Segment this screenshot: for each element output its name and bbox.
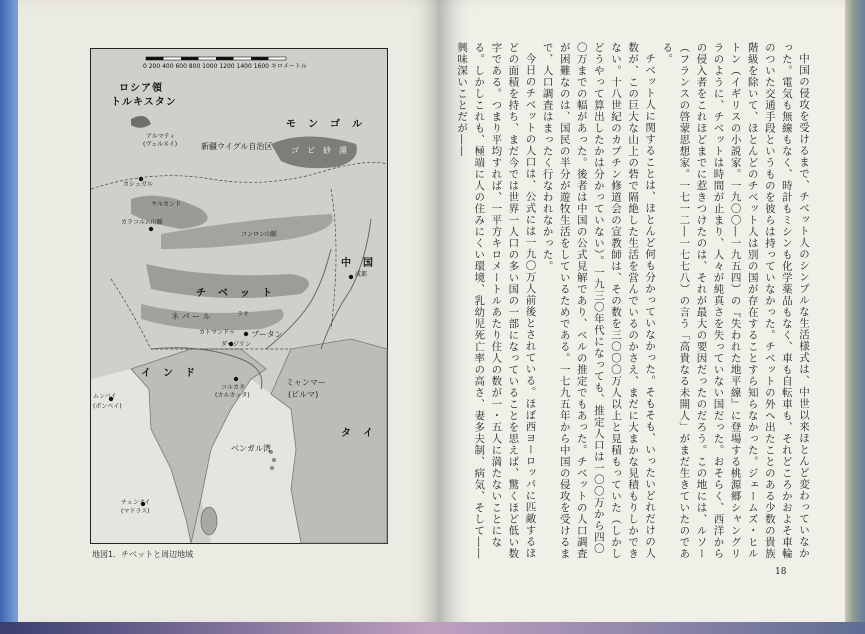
map-label-nepal: ネ パ ー ル — [171, 312, 211, 321]
map-caption: 地図1．チベットと周辺地域 — [92, 550, 194, 559]
map-label-bengal: ベンガル湾 — [231, 444, 271, 453]
book-edge-right — [845, 0, 865, 634]
map-label-chennai: チェンナイ — [121, 499, 151, 506]
map-label-thai: タ イ — [341, 428, 374, 439]
map-label-chennai-alt: (マドラス) — [121, 508, 150, 515]
map-label-darjeeling: ダージリン — [221, 341, 251, 348]
map-label-myanmar: ミャンマー — [286, 378, 326, 387]
map-label-kunlun: コンロン山脈 — [241, 231, 278, 238]
map-label-russia: ロシア領 — [119, 83, 163, 94]
map-label-china: 中 国 — [341, 258, 374, 269]
map-label-kolkata-alt: (カルカッタ) — [215, 392, 250, 399]
map-figure — [90, 48, 388, 544]
paragraph: チベット人に関することは、ほとんど何も分かっていなかった。そもそも、いったいどれだけの人数が、この巨大な山上の砦で隔絶した生活を営んでいるのかさえ、まだに大まかな見積もりしかできない。十八世紀のカプチン修道会の宣教師は、その数を三〇〇〇万人以上と見積もっていた（しかしどうやって算出したかは分かっていない）。一九三〇年代になっても、推定人口は一〇〇万から四〇〇万までの幅があった。後者は中国の公式見解であり、ベルの推定でもあった。チベットの人口調査が困難なのは、国民の半分が遊牧生活をしているためである。一七九五年から中国の侵攻を受けるまで、人口調査はまったく行なわれなかった。 — [541, 42, 657, 560]
map-label-india: イ ン ド — [141, 368, 196, 379]
map-label-kathmandu: カトマンドゥ — [199, 329, 235, 336]
map-label-almaty-alt: (ヴェルヌイ) — [143, 141, 178, 148]
bottom-edge — [0, 622, 865, 634]
page-number: 18 — [775, 567, 787, 577]
map-label-xinjiang: 新疆ウイグル自治区 — [201, 142, 273, 151]
map-label-myanmar-alt: (ビルマ) — [288, 390, 319, 399]
map-label-turkestan: トルキスタン — [111, 97, 177, 108]
map-label-bhutan: ブータン — [251, 330, 283, 339]
map-scale-label: 0 200 400 600 800 1000 1200 1400 1600 キロメートル — [143, 63, 307, 70]
scale-bar — [146, 57, 286, 60]
map-label-lhasa: ラサ — [237, 311, 250, 318]
map-label-mongol: モ ン ゴ ル — [286, 119, 363, 130]
map-label-mumbai-alt: (ボンベイ) — [93, 403, 122, 410]
map-label-gobi: ゴ ビ 砂 漠 — [291, 146, 347, 155]
map-label-almaty: アルマティ — [146, 133, 176, 140]
map-label-mumbai: ムンバイ — [93, 393, 117, 400]
body-text — [456, 42, 812, 562]
map-label-yarkand: ヤルカンド — [151, 201, 181, 208]
paragraph: 中国の侵攻を受けるまで、チベット人のシンプルな生活様式は、中世以来ほとんど変わっていなかった。電気も無線もなく、時計もミシンも化学薬品もなく、車も自転車も、それどころかおよそ車輪のついた交通手段というものを彼らは持っていなかった。チベットの外へ出たことのある少数の貴族階級を除いて、ほとんどのチベット人は別の国が存在することすら知らなかった。ジェームズ・ヒルトン（イギリスの小説家。一九〇〇―一九五四）の『失われた地平線』に登場する桃源郷シャングリラのように、チベットは時間が止まり、人々が純真さを失っていない国だった。おそらく、西洋からの侵入者をこれほどまでに惹きつけたのは、それが最大の要因だったのだろう。この地には、ルソー（フランスの啓蒙思想家。一七一二―一七七八）の言う「高貴なる未開人」がまだ生きていたのである。 — [661, 42, 810, 560]
map-label-karakoram: カラコルム山脈 — [121, 219, 163, 226]
map-label-kolkata: コルカタ — [221, 384, 246, 391]
map-label-kashgar: カシュガル — [123, 181, 153, 188]
map-label-chengdu: 成都 — [355, 271, 368, 278]
map-label-tibet: チ ベ ッ ト — [196, 288, 273, 299]
paragraph: 今日のチベットの人口は、公式には一九〇万人前後とされている。ほぼ西ヨーロッパに匹敵するほどの面積を持ち、まだ今では世界一人口の多い国の一部になっていることを思えば、驚くほど低い数字である。つまり平均すれば、一平方キロメートルあたり住人の数が一・五人に満たないことになる。しかしこれも、極端に人の住みにくい環境、乳幼児死亡率の高さ、妻多夫制、病気、そして――興味深いことだが―― — [456, 42, 537, 560]
